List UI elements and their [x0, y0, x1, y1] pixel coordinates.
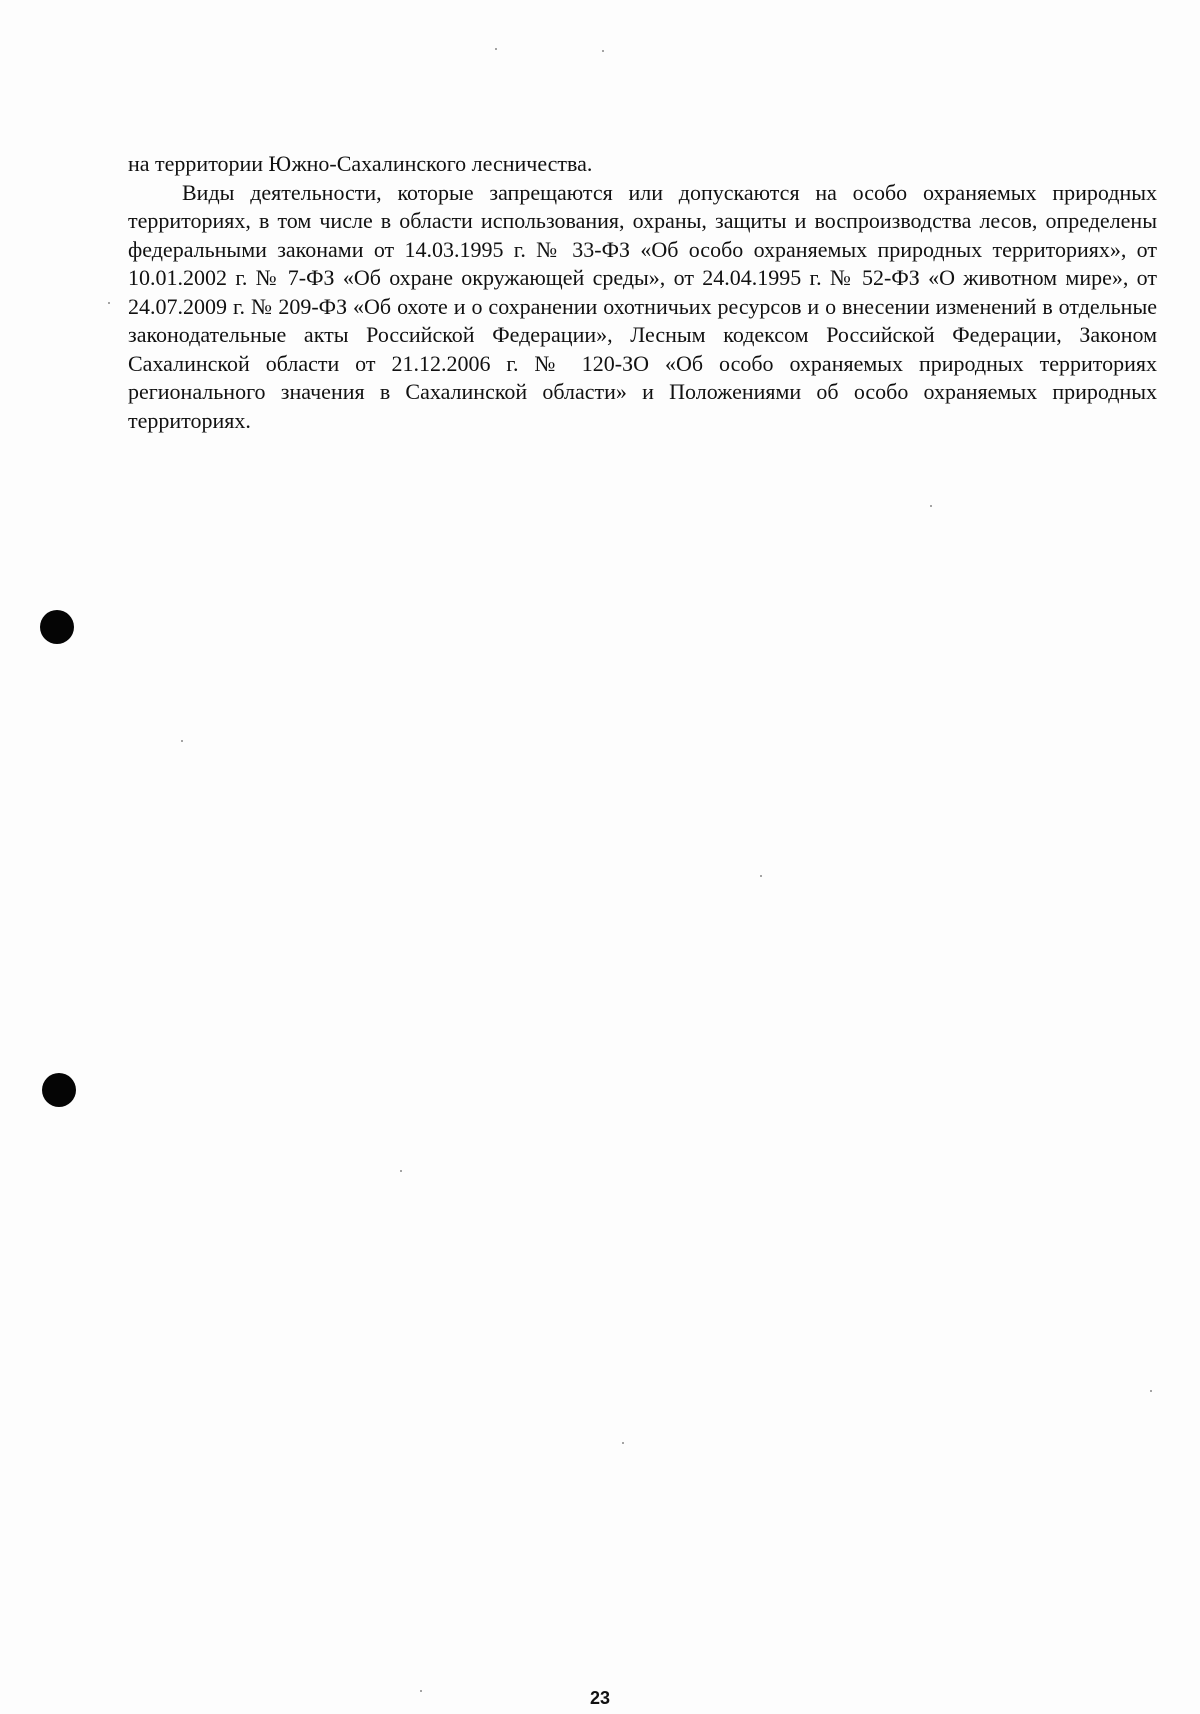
body-text: [128, 150, 1157, 435]
paragraph-protected-areas: Виды деятельности, которые запрещаются или допускаются на особо охраняемых природных территориях, в том числе в области использования, охраны, защиты и воспроизводства лесов, определены федеральными законами от 14.03.1995 г. № 33-ФЗ «Об особо охраняемых природных территориях», от 10.01.2002 г. № 7-ФЗ «Об охране окружающей среды», от 24.04.1995 г. № 52-ФЗ «О животном мире», от 24.07.2009 г. № 209-ФЗ «Об охоте и о сохранении охотничьих ресурсов и о внесении изменений в отдельные законодательные акты Российской Федерации», Лесным кодексом Российской Федерации, Законом Сахалинской области от 21.12.2006 г. № 120-ЗО «Об особо охраняемых природных территориях регионального значения в Сахалинской области» и Положениями об особо охраняемых природных территориях.: [128, 179, 1157, 433]
scan-speck: [1150, 1390, 1152, 1392]
scan-speck: [181, 740, 183, 742]
paragraph-continuation: на территории Южно-Сахалинского лесничества.: [128, 151, 593, 176]
scan-speck: [760, 875, 762, 877]
scan-speck: [622, 1442, 624, 1444]
punch-hole-top: [40, 610, 74, 644]
scan-speck: [602, 50, 604, 52]
punch-hole-bottom: [42, 1073, 76, 1107]
scan-speck: [400, 1170, 402, 1172]
scan-speck: [495, 48, 497, 50]
scan-speck: [108, 302, 110, 304]
page-number: 23: [589, 1688, 611, 1708]
scan-speck: [930, 505, 932, 507]
